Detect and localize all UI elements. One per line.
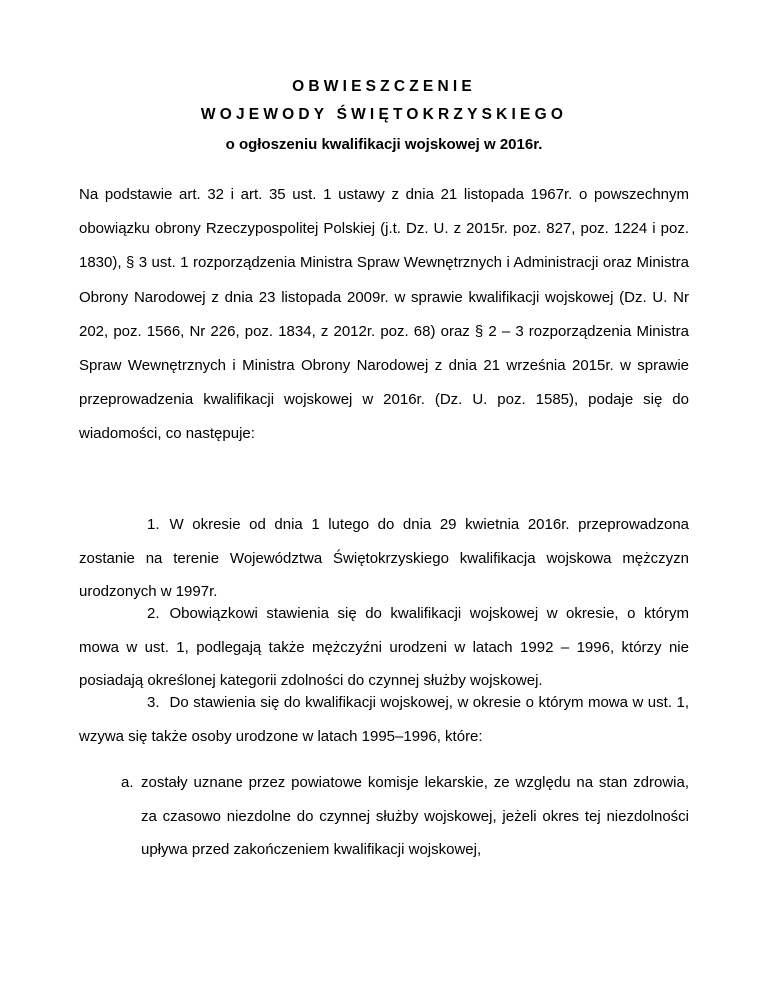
subpoint-marker: a.: [121, 774, 134, 791]
point-number: 3.: [147, 694, 160, 711]
point-text: W okresie od dnia 1 lutego do dnia 29 kwietnia 2016r. przeprowadzona zostanie na terenie Województwa Świętokrzyskiego kwalifikacja wojskowa mężczyzn urodzonych w 1997r.: [79, 516, 689, 600]
legal-basis-paragraph: Na podstawie art. 32 i art. 35 ust. 1 ustawy z dnia 21 listopada 1967r. o powszechnym obowiązku obrony Rzeczypospolitej Polskiej (j.t. Dz. U. z 2015r. poz. 827, poz. 1224 i poz. 1830), § 3 ust. 1 rozporządzenia Ministra Spraw Wewnętrznych i Administracji oraz Ministra Obrony Narodowej z dnia 23 listopada 2009r. w sprawie kwalifikacji wojskowej (Dz. U. Nr 202, poz. 1566, Nr 226, poz. 1834, z 2012r. poz. 68) oraz § 2 – 3 rozporządzenia Ministra Spraw Wewnętrznych i Ministra Obrony Narodowej z dnia 21 września 2015r. w sprawie przeprowadzenia kwalifikacji wojskowej w 2016r. (Dz. U. poz. 1585), podaje się do wiadomości, co następuje:: [79, 186, 689, 443]
document-title: OBWIESZCZENIE: [292, 78, 476, 95]
point-text: Do stawienia się do kwalifikacji wojskowej, w okresie o którym mowa w ust. 1, wzywa się także osoby urodzone w latach 1995–1996, które:: [79, 694, 689, 745]
point-3: [79, 686, 689, 753]
point-number: 1.: [147, 516, 160, 533]
document-title-issuer: WOJEWODY ŚWIĘTOKRZYSKIEGO: [200, 106, 568, 123]
point-text: Obowiązkowi stawienia się do kwalifikacji wojskowej w okresie, o którym mowa w ust. 1, podlegają także mężczyźni urodzeni w latach 1992 – 1996, którzy nie posiadają określonej kategorii zdolności do czynnej służby wojskowej.: [79, 605, 689, 689]
document-page: [79, 0, 689, 994]
subpoint-text: zostały uznane przez powiatowe komisje lekarskie, ze względu na stan zdrowia, za czasowo niezdolne do czynnej służby wojskowej, jeżeli okres tej niezdolności upływa przed zakończeniem kwalifikacji wojskowej,: [141, 774, 689, 858]
point-1: [79, 508, 689, 609]
point-2: [79, 597, 689, 698]
document-subtitle: o ogłoszeniu kwalifikacji wojskowej w 2016r.: [225, 136, 543, 153]
subpoint-a: [121, 766, 689, 867]
point-number: 2.: [147, 605, 160, 622]
